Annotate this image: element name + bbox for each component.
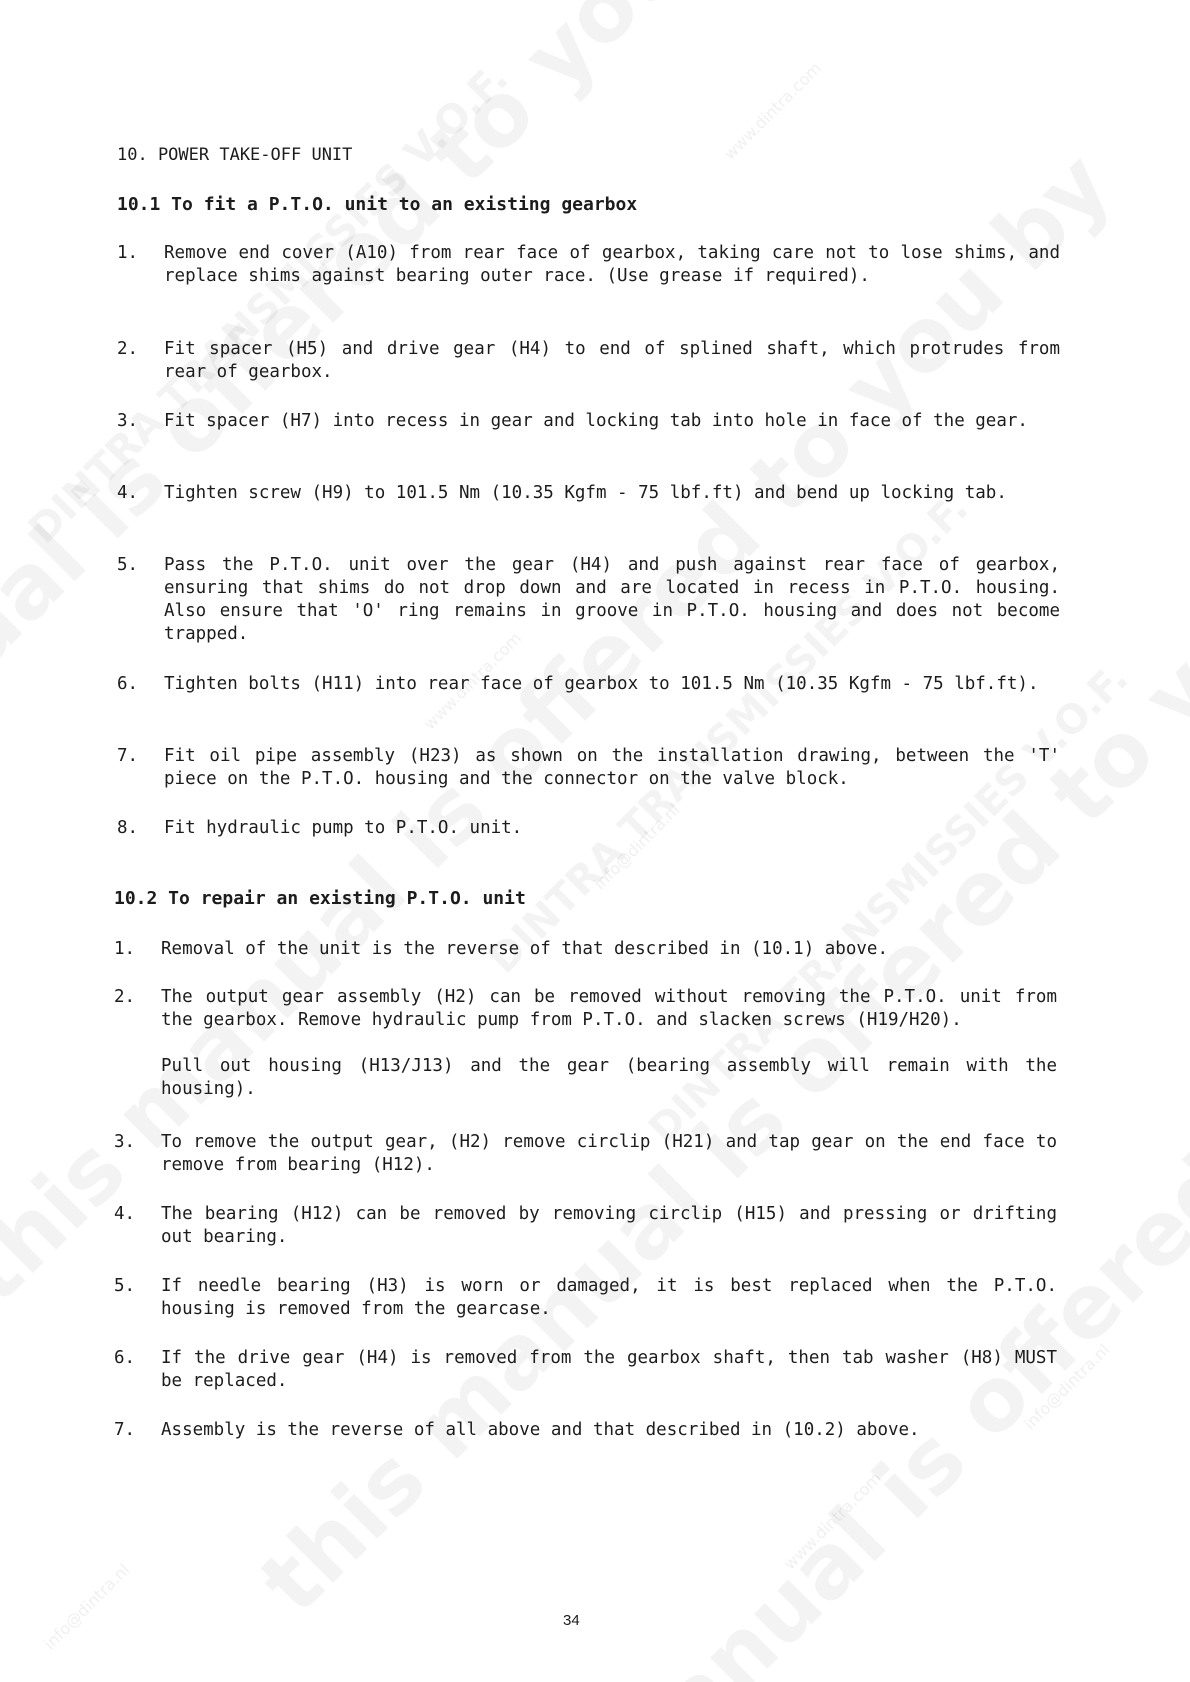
step-text: To remove the output gear, (H2) remove circlip (H21) and tap gear on the end face to remove from bearing (H12). bbox=[161, 1132, 1057, 1175]
step-number: 2. bbox=[114, 987, 136, 1007]
step-number: 7. bbox=[114, 1420, 136, 1440]
watermark-text: www.dintra.com bbox=[720, 58, 826, 164]
section-heading: 10.2 To repair an existing P.T.O. unit bbox=[114, 888, 526, 909]
step-text: If the drive gear (H4) is removed from the gearbox shaft, then tab washer (H8) MUST be replaced. bbox=[161, 1348, 1057, 1391]
step-text: Fit oil pipe assembly (H23) as shown on the installation drawing, between the 'T' piece on the P.T.O. housing and the connector on the valve block. bbox=[164, 746, 1060, 789]
step-text: Pass the P.T.O. unit over the gear (H4) and push against rear face of gearbox, ensuring that shims do not drop down and are located in recess in P.T.O. housing. Also ensure that 'O' ring remains in groove in P.T.O. housing and does not become trapped. bbox=[164, 555, 1060, 644]
watermark-text: info@dintra.nl bbox=[1020, 1340, 1114, 1434]
section-heading: 10.1 To fit a P.T.O. unit to an existing gearbox bbox=[117, 194, 638, 215]
step-text: Fit spacer (H5) and drive gear (H4) to end of splined shaft, which protrudes from rear of gearbox. bbox=[164, 339, 1060, 382]
step-number: 4. bbox=[114, 1204, 136, 1224]
step-number: 1. bbox=[114, 939, 136, 959]
step-text: Fit hydraulic pump to P.T.O. unit. bbox=[164, 818, 523, 838]
step-number: 8. bbox=[117, 818, 139, 838]
step-number: 3. bbox=[114, 1132, 136, 1152]
step-number: 6. bbox=[117, 674, 139, 694]
step-number: 4. bbox=[117, 483, 139, 503]
step-text-continued: Pull out housing (H13/J13) and the gear (bearing assembly will remain with the housing). bbox=[161, 1056, 1057, 1099]
watermark-text: info@dintra.nl bbox=[40, 1560, 134, 1654]
step-text: Assembly is the reverse of all above and that described in (10.2) above. bbox=[161, 1420, 920, 1440]
step-text: Fit spacer (H7) into recess in gear and locking tab into hole in face of the gear. bbox=[164, 411, 1028, 431]
step-number: 7. bbox=[117, 746, 139, 766]
step-number: 1. bbox=[117, 243, 139, 263]
page-number: 34 bbox=[563, 1612, 580, 1629]
step-number: 2. bbox=[117, 339, 139, 359]
page-title: 10. POWER TAKE-OFF UNIT bbox=[117, 145, 353, 165]
step-text: The bearing (H12) can be removed by removing circlip (H15) and pressing or drifting out bearing. bbox=[161, 1204, 1057, 1247]
step-text: If needle bearing (H3) is worn or damaged, it is best replaced when the P.T.O. housing is removed from the gearcase. bbox=[161, 1276, 1057, 1319]
step-text: Remove end cover (A10) from rear face of gearbox, taking care not to lose shims, and replace shims against bearing outer race. (Use grease if required). bbox=[164, 243, 1060, 286]
watermark-text: www.dintra.com bbox=[420, 628, 526, 734]
step-number: 5. bbox=[114, 1276, 136, 1296]
watermark-text: info@dintra.nl bbox=[590, 800, 684, 894]
step-text: Tighten bolts (H11) into rear face of gearbox to 101.5 Nm (10.35 Kgfm - 75 lbf.ft). bbox=[164, 674, 1039, 694]
step-number: 6. bbox=[114, 1348, 136, 1368]
step-text: The output gear assembly (H2) can be removed without removing the P.T.O. unit from the gearbox. Remove hydraulic pump from P.T.O. and slacken screws (H19/H20). bbox=[161, 987, 1057, 1030]
step-number: 5. bbox=[117, 555, 139, 575]
step-number: 3. bbox=[117, 411, 139, 431]
watermark-text: www.dintra.com bbox=[780, 1468, 886, 1574]
step-text: Tighten screw (H9) to 101.5 Nm (10.35 Kgfm - 75 lbf.ft) and bend up locking tab. bbox=[164, 483, 1007, 503]
step-text: Removal of the unit is the reverse of that described in (10.1) above. bbox=[161, 939, 888, 959]
